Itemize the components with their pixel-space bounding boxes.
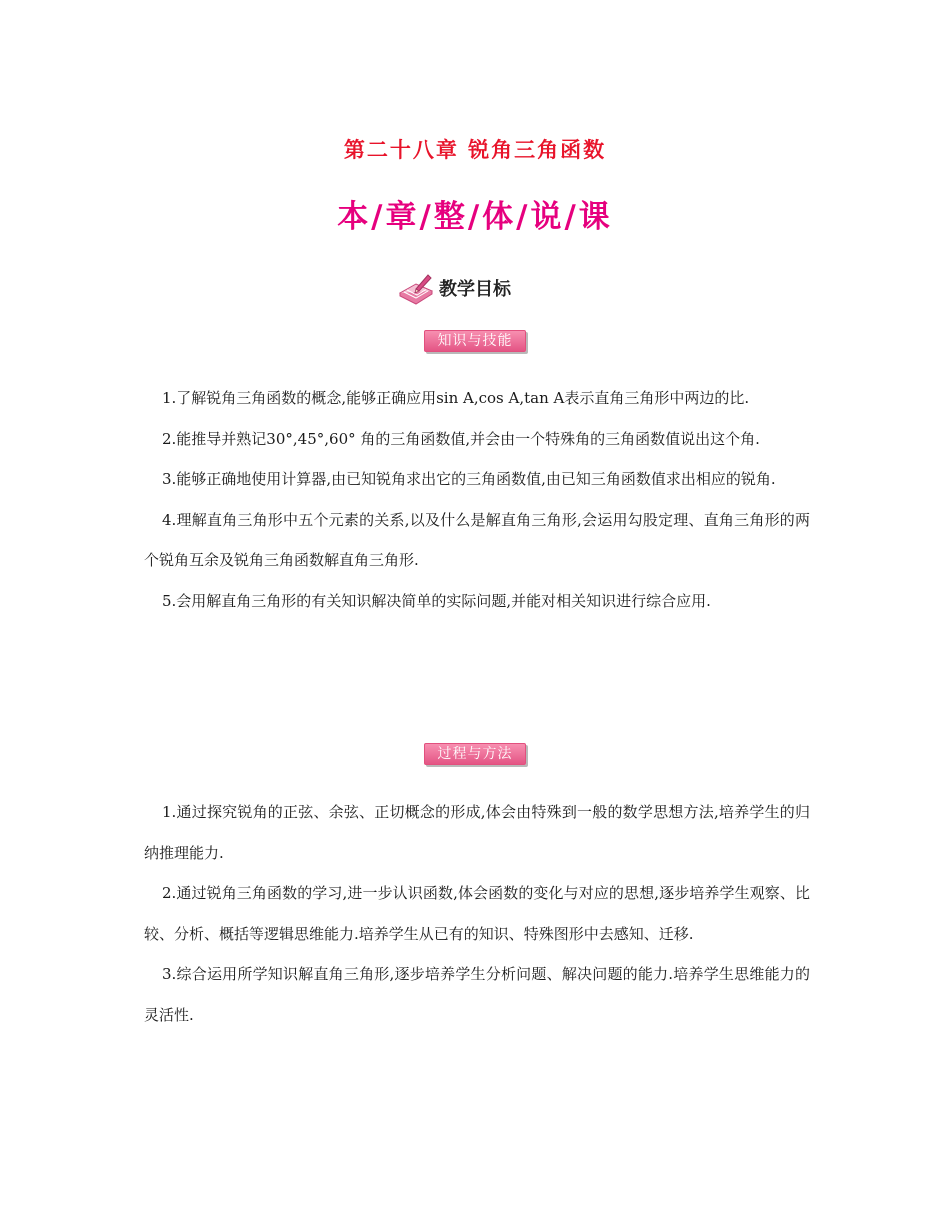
page-title: 本/章/整/体/说/课 bbox=[337, 199, 613, 235]
knowledge-skills-section bbox=[144, 378, 810, 621]
objective-item: 1.通过探究锐角的正弦、余弦、正切概念的形成,体会由特殊到一般的数学思想方法,培养学生的归纳推理能力. bbox=[144, 803, 810, 862]
objective-item: 5.会用解直角三角形的有关知识解决简单的实际问题,并能对相关知识进行综合应用. bbox=[162, 591, 711, 610]
objective-item: 3.能够正确地使用计算器,由已知锐角求出它的三角函数值,由已知三角函数值求出相应的锐角. bbox=[162, 470, 776, 488]
section-badge-process-method: 过程与方法 bbox=[424, 743, 526, 765]
objective-item: 1.了解锐角三角函数的概念,能够正确应用sin A,cos A,tan A表示直角三角形中两边的比. bbox=[162, 389, 750, 407]
process-method-section bbox=[144, 792, 810, 1035]
chapter-title: 第二十八章 锐角三角函数 bbox=[343, 138, 607, 162]
book-pencil-icon bbox=[398, 271, 434, 305]
teaching-goals-heading bbox=[398, 270, 511, 306]
objective-item: 2.通过锐角三角函数的学习,进一步认识函数,体会函数的变化与对应的思想,逐步培养学生观察、比较、分析、概括等逻辑思维能力.培养学生从已有的知识、特殊图形中去感知、迁移. bbox=[144, 884, 810, 943]
objective-item: 4.理解直角三角形中五个元素的关系,以及什么是解直角三角形,会运用勾股定理、直角三角形的两个锐角互余及锐角三角函数解直角三角形. bbox=[144, 510, 810, 569]
objective-item: 3.综合运用所学知识解直角三角形,逐步培养学生分析问题、解决问题的能力.培养学生思维能力的灵活性. bbox=[144, 965, 810, 1024]
objective-item: 2.能推导并熟记30°,45°,60° 角的三角函数值,并会由一个特殊角的三角函数值说出这个角. bbox=[162, 429, 760, 448]
teaching-goals-label: 教学目标 bbox=[439, 279, 511, 300]
section-badge-knowledge-skills: 知识与技能 bbox=[424, 330, 526, 352]
